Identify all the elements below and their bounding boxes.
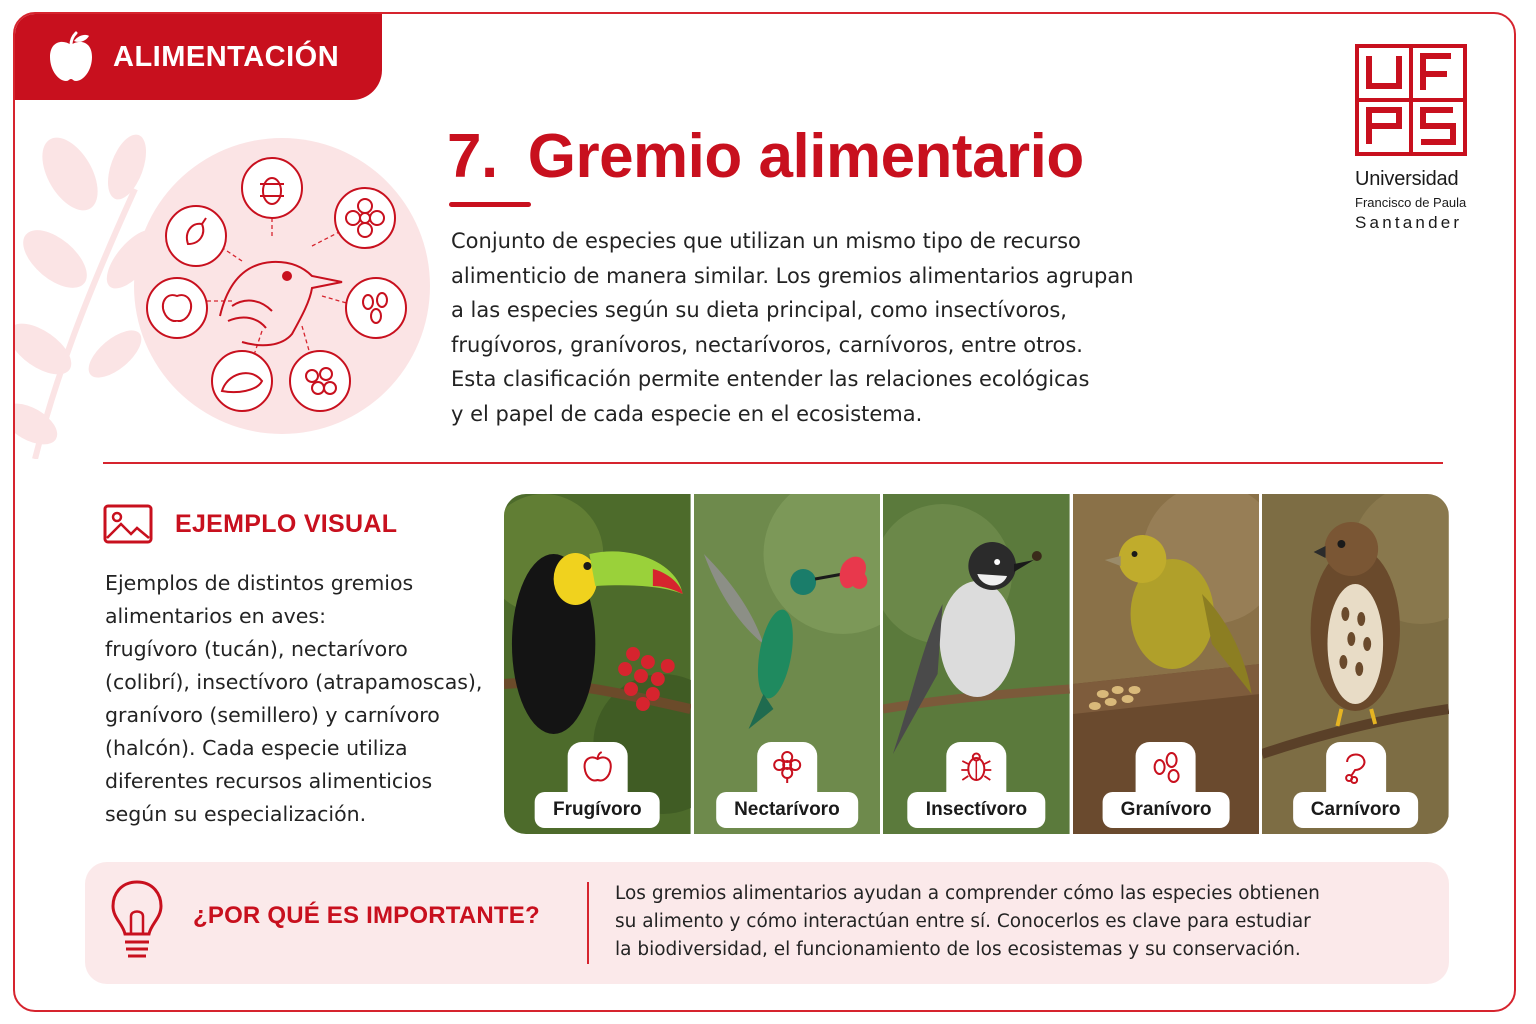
badge-label: Carnívoro	[1293, 792, 1419, 828]
example-line: según su especialización.	[105, 802, 367, 826]
title-underline	[449, 202, 531, 207]
page-title	[447, 121, 1084, 192]
badge-carnivoro	[1293, 742, 1419, 828]
ufps-logo-mark	[1355, 44, 1467, 156]
image-icon	[103, 504, 153, 544]
panel-nectarivoro	[694, 494, 881, 834]
example-line: granívoro (semillero) y carnívoro	[105, 703, 440, 727]
example-header	[103, 504, 397, 544]
logo-name-line: Francisco de Paula	[1355, 195, 1467, 210]
section-tag	[15, 14, 382, 100]
example-line: diferentes recursos alimenticios	[105, 769, 433, 793]
example-line: (colibrí), insectívoro (atrapamoscas),	[105, 670, 483, 694]
badge-granivoro	[1103, 742, 1230, 828]
panel-insectivoro	[883, 494, 1070, 834]
flower-icon	[335, 188, 395, 248]
example-line: alimentarios en aves:	[105, 604, 327, 628]
intro-line: frugívoros, granívoros, nectarívoros, carnívoros, entre otros.	[451, 332, 1083, 357]
intro-line: y el papel de cada especie en el ecosistema.	[451, 401, 923, 426]
section-title: Gremio alimentario	[527, 122, 1084, 191]
panel-carnivoro	[1262, 494, 1449, 834]
meat-icon	[212, 351, 272, 411]
importance-separator	[587, 882, 589, 964]
example-line: Ejemplos de distintos gremios	[105, 571, 414, 595]
badge-label: Insectívoro	[908, 792, 1045, 828]
badge-label: Frugívoro	[535, 792, 660, 828]
importance-text	[615, 880, 1320, 964]
section-divider	[103, 462, 1443, 464]
diet-diagram	[132, 136, 432, 436]
lightbulb-icon	[107, 872, 167, 972]
example-line: (halcón). Cada especie utiliza	[105, 736, 408, 760]
panel-granivoro	[1073, 494, 1260, 834]
intro-line: alimenticio de manera similar. Los gremios alimentarios agrupan	[451, 263, 1134, 288]
badge-label: Granívoro	[1103, 792, 1230, 828]
section-number: 7.	[447, 122, 498, 191]
importance-box	[85, 862, 1449, 984]
seeds-icon	[346, 278, 406, 338]
fig-icon	[166, 206, 226, 266]
badge-frugivoro	[535, 742, 660, 828]
importance-line: Los gremios alimentarios ayudan a comprender cómo las especies obtienen	[615, 883, 1320, 904]
intro-line: Conjunto de especies que utilizan un mismo tipo de recurso	[451, 229, 1081, 253]
beetle-icon	[946, 742, 1006, 792]
importance-title: ¿POR QUÉ ES IMPORTANTE?	[193, 902, 540, 929]
beetle-icon	[242, 158, 302, 218]
logo-city: Santander	[1355, 213, 1463, 232]
badge-insectivoro	[908, 742, 1045, 828]
example-text	[105, 567, 505, 831]
section-tag-label: ALIMENTACIÓN	[113, 40, 340, 73]
logo-university: Universidad	[1355, 168, 1459, 190]
ufps-logo	[1355, 44, 1485, 233]
apple-icon	[47, 31, 95, 83]
meat-icon	[1326, 742, 1386, 792]
badge-nectarivoro	[716, 742, 858, 828]
berries-icon	[290, 351, 350, 411]
fruit-icon	[147, 278, 207, 338]
importance-line: su alimento y cómo interactúan entre sí. Conocerlos es clave para estudiar	[615, 911, 1311, 932]
example-title: EJEMPLO VISUAL	[175, 509, 398, 538]
flower-icon	[757, 742, 817, 792]
intro-line: Esta clasificación permite entender las relaciones ecológicas	[451, 367, 1090, 391]
importance-line: la biodiversidad, el funcionamiento de los ecosistemas y su conservación.	[615, 939, 1301, 960]
example-line: frugívoro (tucán), nectarívoro	[105, 637, 408, 661]
infographic-card	[13, 12, 1516, 1012]
bird-gallery	[504, 494, 1449, 834]
panel-frugivoro	[504, 494, 691, 834]
seeds-icon	[1136, 742, 1196, 792]
intro-paragraph	[451, 224, 1171, 431]
fruit-icon	[567, 742, 627, 792]
intro-line: a las especies según su dieta principal, como insectívoros,	[451, 298, 1067, 322]
badge-label: Nectarívoro	[716, 792, 858, 828]
